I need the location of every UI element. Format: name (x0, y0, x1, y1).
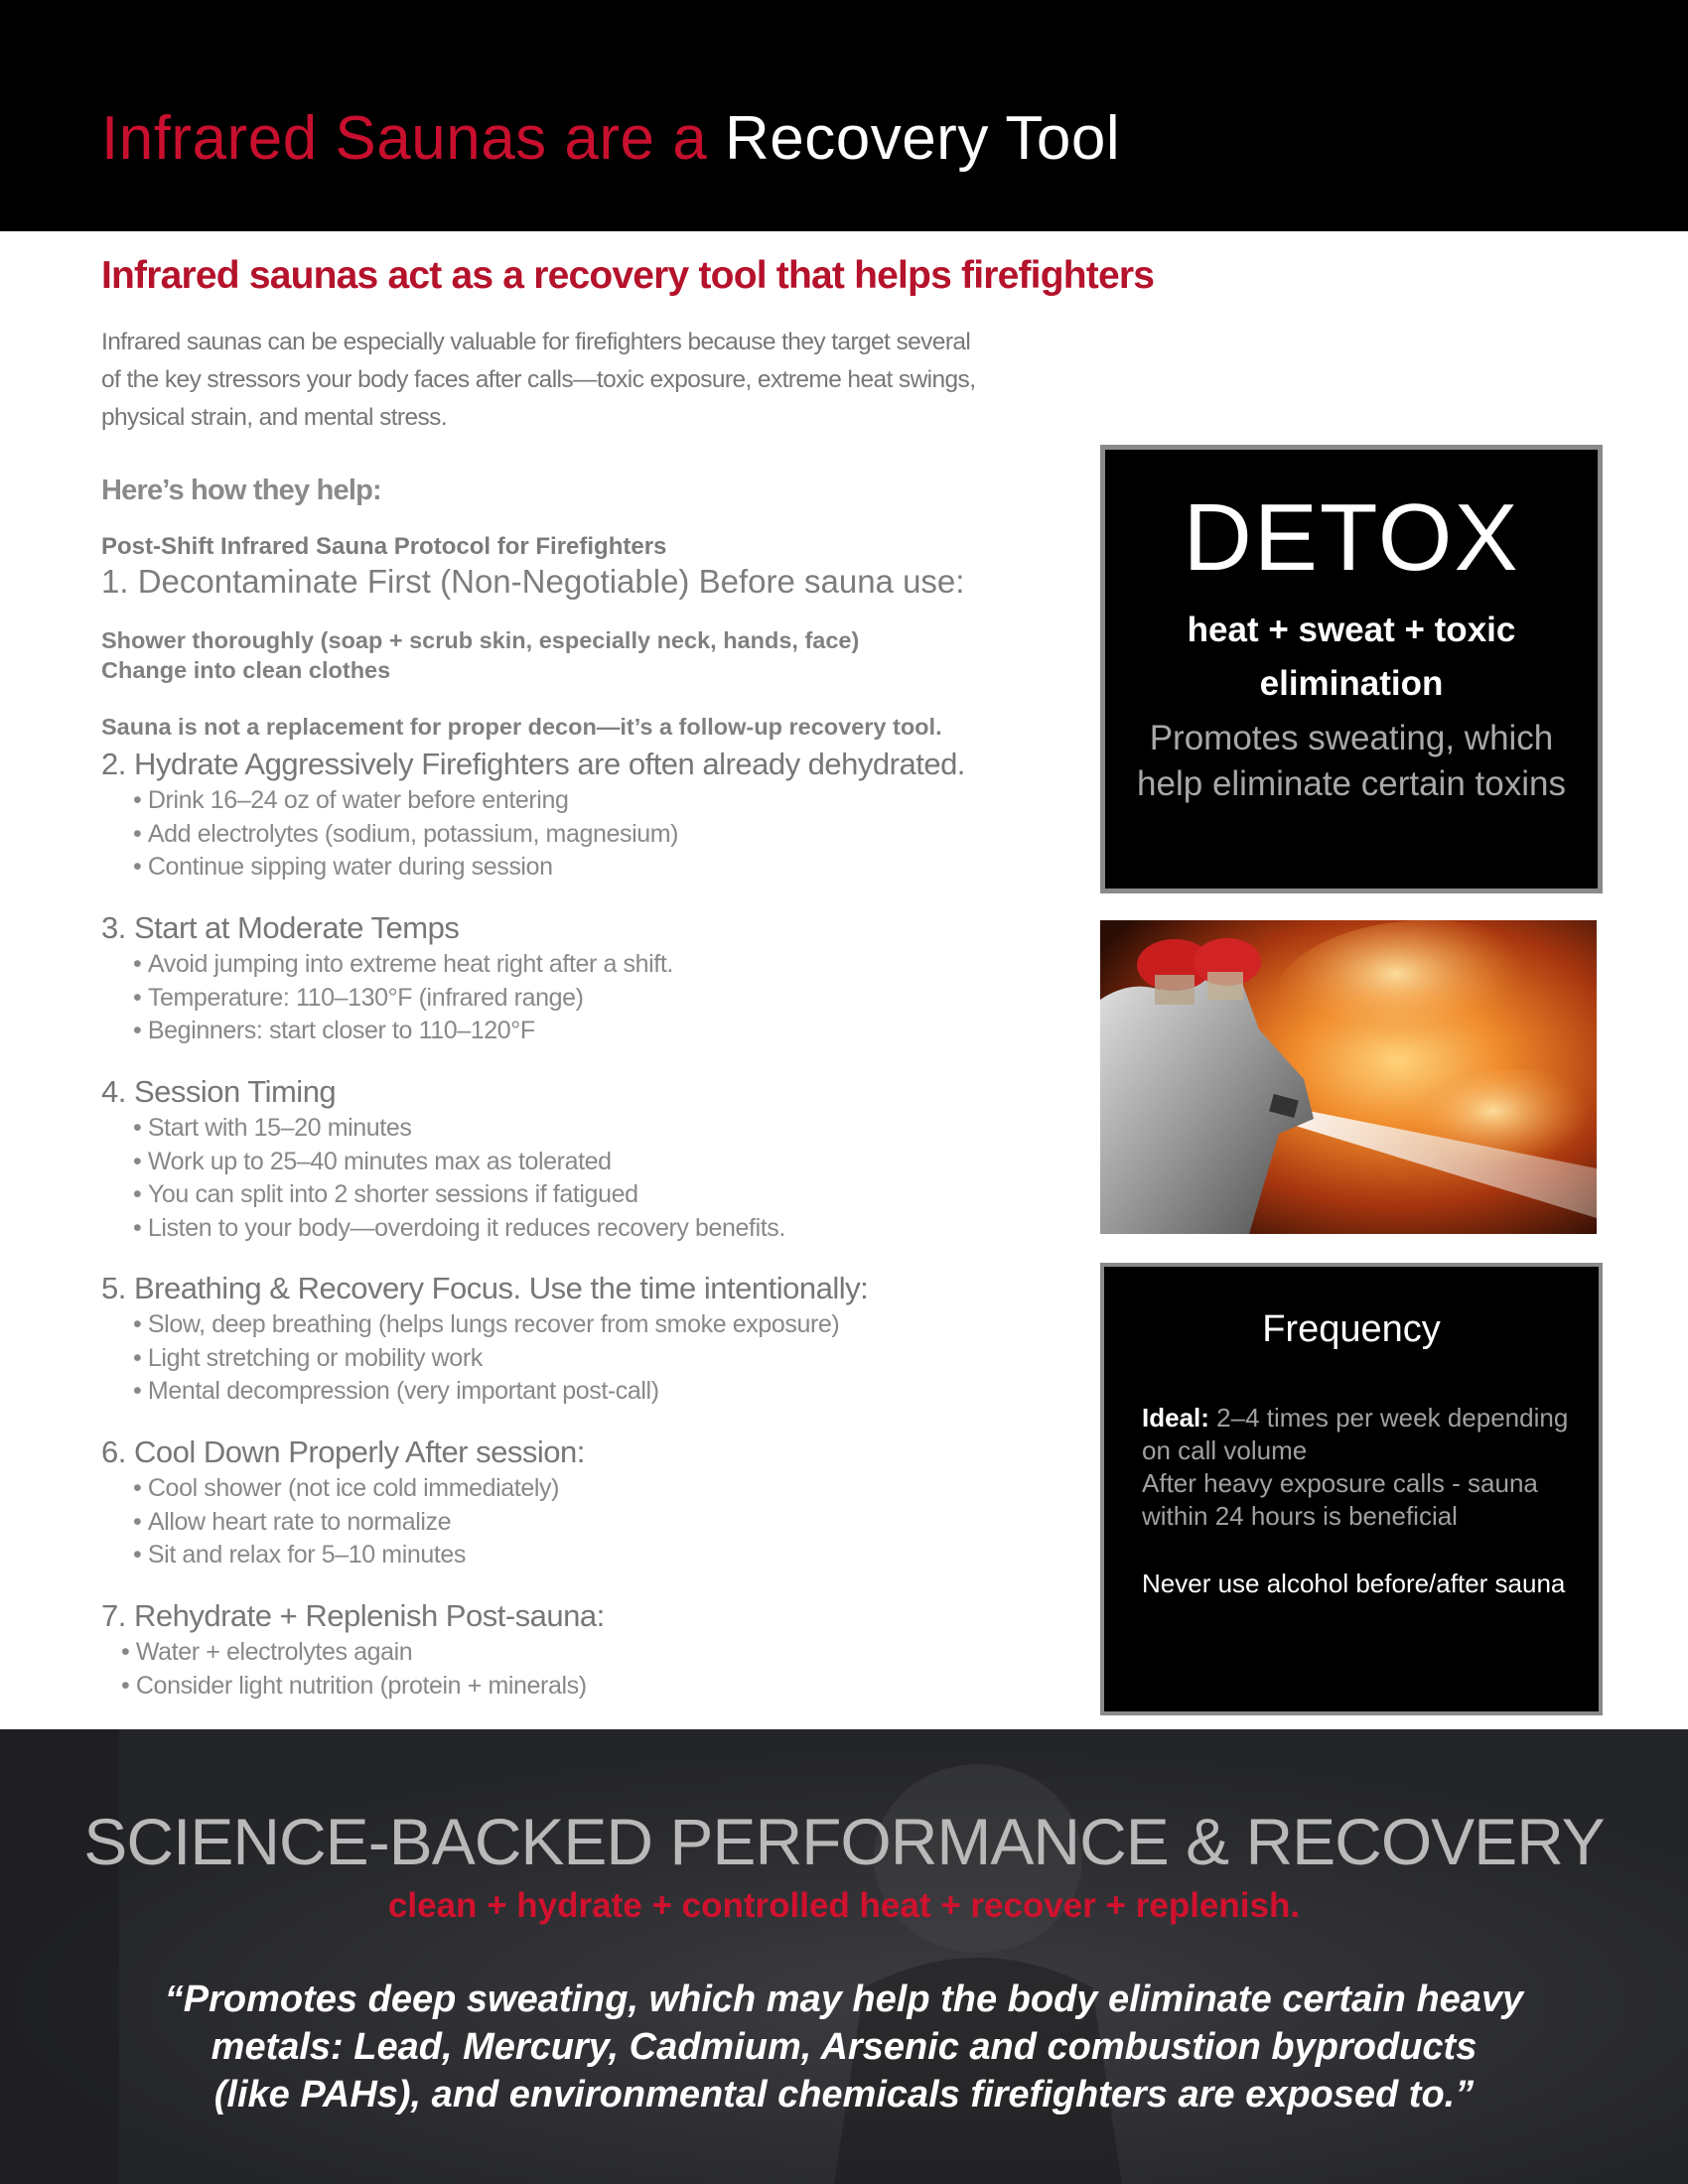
step-3 (101, 908, 673, 1048)
detox-formula: heat + sweat + toxic elimination (1187, 611, 1516, 703)
step-4 (101, 1072, 785, 1245)
step-6 (101, 1433, 585, 1572)
list-item: • You can split into 2 shorter sessions if fatigued (133, 1178, 785, 1212)
list-item: • Work up to 25–40 minutes max as tolerated (133, 1146, 785, 1179)
frequency-details (1142, 1402, 1579, 1533)
list-item: • Drink 16–24 oz of water before entering (133, 784, 965, 818)
footer-title: SCIENCE-BACKED PERFORMANCE & RECOVERY (83, 1805, 1605, 1878)
page-title-white: Recovery Tool (724, 104, 1121, 173)
ideal-text: 2–4 times per week depending on call volume (1142, 1403, 1569, 1465)
quote-line: metals: Lead, Mercury, Cadmium, Arsenic and combustion byproducts (211, 2026, 1477, 2068)
protocol-title: Post-Shift Infrared Sauna Protocol for Firefighters (101, 533, 667, 560)
step-1-note: Sauna is not a replacement for proper decon—it’s a follow-up recovery tool. (101, 714, 942, 740)
step-bullets (133, 1308, 868, 1409)
list-item: • Light stretching or mobility work (133, 1342, 868, 1376)
step-heading: 6. Cool Down Properly After session: (101, 1434, 585, 1469)
list-item: • Start with 15–20 minutes (133, 1112, 785, 1146)
step-bullets (133, 784, 965, 885)
list-item: • Allow heart rate to normalize (133, 1506, 585, 1540)
alcohol-warning: Never use alcohol before/after sauna (1142, 1569, 1566, 1598)
step-bullets (133, 1112, 785, 1245)
step-2 (101, 745, 965, 885)
firefighter-hose-image (1100, 920, 1597, 1234)
list-item: • Listen to your body—overdoing it reduces recovery benefits. (133, 1212, 785, 1246)
detox-title: DETOX (1183, 484, 1520, 591)
step-heading: 5. Breathing & Recovery Focus. Use the time intentionally: (101, 1271, 869, 1305)
exposure-text: After heavy exposure calls - sauna within 24 hours is beneficial (1142, 1468, 1538, 1531)
step-5 (101, 1269, 868, 1409)
step-bullets (121, 1636, 605, 1703)
list-item: • Sit and relax for 5–10 minutes (133, 1539, 585, 1572)
intro-paragraph (101, 324, 1154, 437)
step-1-heading: 1. Decontaminate First (Non-Negotiable) Before sauna use: (101, 563, 965, 600)
subheading: Infrared saunas act as a recovery tool that helps firefighters (101, 254, 1155, 297)
step-1-line: Shower thoroughly (soap + scrub skin, especially neck, hands, face) (101, 627, 860, 653)
step-heading: 2. Hydrate Aggressively Firefighters are often already dehydrated. (101, 747, 965, 781)
firefighter-photo (1100, 920, 1597, 1234)
ideal-label: Ideal: (1142, 1403, 1209, 1433)
header-banner (0, 0, 1688, 231)
step-7 (101, 1596, 605, 1703)
list-item: • Beginners: start closer to 110–120°F (133, 1015, 673, 1048)
quote-line: “Promotes deep sweating, which may help the body eliminate certain heavy (164, 1979, 1524, 2020)
intro-line: Infrared saunas can be especially valuable for firefighters because they target several (101, 329, 971, 355)
list-item: • Add electrolytes (sodium, potassium, magnesium) (133, 818, 965, 852)
frequency-callout (1100, 1263, 1603, 1715)
footer-banner (0, 1729, 1688, 2184)
step-heading: 7. Rehydrate + Replenish Post-sauna: (101, 1598, 605, 1633)
intro-line: of the key stressors your body faces after calls—toxic exposure, extreme heat swings, (101, 366, 976, 393)
list-item: • Continue sipping water during session (133, 851, 965, 885)
list-item: • Avoid jumping into extreme heat right after a shift. (133, 948, 673, 982)
frequency-title: Frequency (1262, 1308, 1441, 1350)
step-bullets (133, 1472, 585, 1572)
quote-line: (like PAHs), and environmental chemicals firefighters are exposed to.” (213, 2074, 1475, 2116)
step-bullets (133, 948, 673, 1048)
detox-description: Promotes sweating, which help eliminate certain toxins (1137, 719, 1566, 803)
list-item: • Cool shower (not ice cold immediately) (133, 1472, 585, 1506)
step-heading: 4. Session Timing (101, 1074, 337, 1109)
list-item: • Water + electrolytes again (121, 1636, 605, 1670)
footer-subtitle: clean + hydrate + controlled heat + recover + replenish. (387, 1886, 1301, 1925)
how-they-help-heading: Here’s how they help: (101, 475, 381, 506)
step-1-line: Change into clean clothes (101, 657, 391, 683)
list-item: • Consider light nutrition (protein + minerals) (121, 1670, 605, 1704)
footer-quote (119, 1976, 1569, 2118)
list-item: • Temperature: 110–130°F (infrared range) (133, 982, 673, 1016)
page-title-red: Infrared Saunas are a (101, 104, 708, 173)
intro-line: physical strain, and mental stress. (101, 404, 448, 431)
list-item: • Slow, deep breathing (helps lungs recover from smoke exposure) (133, 1308, 868, 1342)
step-heading: 3. Start at Moderate Temps (101, 910, 460, 945)
page-title (101, 103, 1120, 174)
list-item: • Mental decompression (very important post-call) (133, 1375, 868, 1409)
detox-callout (1100, 445, 1603, 893)
